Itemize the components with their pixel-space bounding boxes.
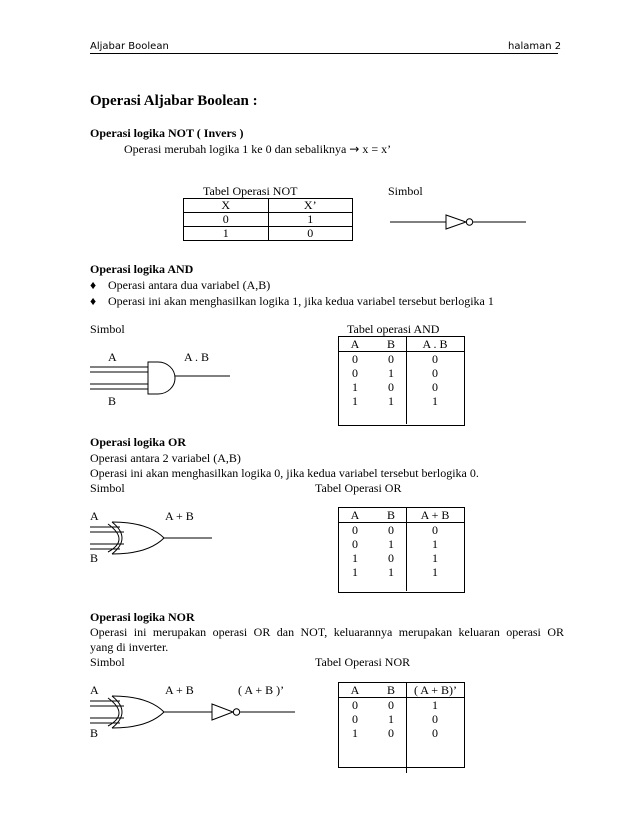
nor-table-title: Tabel Operasi NOR <box>315 655 411 669</box>
table-cell: 1 <box>388 537 394 551</box>
col-header: A + B <box>420 508 450 522</box>
table-cell: 0 <box>432 380 438 394</box>
table-row <box>184 213 353 227</box>
not-heading: Operasi logika NOT ( Invers ) <box>90 126 244 140</box>
header-left: Aljabar Boolean <box>90 41 169 52</box>
nor-symbol-label: Simbol <box>90 655 125 669</box>
col-header: B <box>386 508 395 522</box>
col-header: A . B <box>422 337 448 351</box>
nor-table-divider <box>406 682 407 773</box>
nor-output-label: ( A + B )’ <box>238 683 285 697</box>
nor-desc-line-2: yang di inverter. <box>90 640 169 654</box>
table-cell: 0 <box>432 523 438 537</box>
or-table-title: Tabel Operasi OR <box>315 481 402 495</box>
and-output-label: A . B <box>184 350 210 364</box>
or-table-divider <box>406 507 407 591</box>
table-cell: 1 <box>432 551 438 565</box>
table-cell: 1 <box>432 394 438 408</box>
or-output-label: A + B <box>165 509 194 523</box>
table-cell: 0 <box>268 227 353 241</box>
bullet-icon: ♦ <box>90 294 97 308</box>
nor-input-a-label: A <box>90 683 99 697</box>
not-formula: x = x’ <box>362 142 392 156</box>
table-cell: 1 <box>388 565 394 579</box>
not-gate-symbol <box>390 208 530 238</box>
table-cell: 0 <box>388 352 394 366</box>
table-cell: 1 <box>268 213 353 227</box>
header-rule <box>90 53 558 54</box>
table-cell: 1 <box>432 565 438 579</box>
table-cell: 0 <box>184 213 269 227</box>
table-cell: 1 <box>388 394 394 408</box>
and-table-title: Tabel operasi AND <box>347 322 440 336</box>
table-cell: 1 <box>388 712 394 726</box>
col-header: X’ <box>268 199 353 213</box>
table-cell: 0 <box>432 726 438 740</box>
table-cell: 0 <box>388 698 394 712</box>
table-header-row <box>184 199 353 213</box>
col-header: X <box>184 199 269 213</box>
col-header: A <box>350 683 360 697</box>
and-table-divider <box>406 336 407 424</box>
nor-desc-line-1: Operasi ini merupakan operasi OR dan NOT, keluarannya merupakan keluaran operasi OR <box>90 625 564 639</box>
right-arrow-icon: → <box>349 142 360 156</box>
table-cell: 0 <box>352 712 358 726</box>
or-gate-symbol <box>90 520 220 556</box>
table-cell: 0 <box>352 352 358 366</box>
or-symbol-label: Simbol <box>90 481 125 495</box>
table-cell: 1 <box>352 380 358 394</box>
col-header: A <box>350 508 360 522</box>
page-title: Operasi Aljabar Boolean : <box>90 93 258 109</box>
and-heading: Operasi logika AND <box>90 262 194 276</box>
not-desc-text: Operasi merubah logika 1 ke 0 dan sebaliknya <box>124 142 347 156</box>
table-cell: 0 <box>388 551 394 565</box>
or-line-2: Operasi ini akan menghasilkan logika 0, jika kedua variabel tersebut berlogika 0. <box>90 466 479 480</box>
or-line-1: Operasi antara 2 variabel (A,B) <box>90 451 241 465</box>
nor-mid-output-label: A + B <box>165 683 194 697</box>
not-description <box>124 142 391 156</box>
or-input-b-label: B <box>90 551 99 565</box>
header-page-number: halaman 2 <box>508 41 562 52</box>
not-symbol-label: Simbol <box>388 184 423 198</box>
or-input-a-label: A <box>90 509 99 523</box>
and-bullet-2: Operasi ini akan menghasilkan logika 1, jika kedua variabel tersebut berlogika 1 <box>108 294 494 308</box>
table-cell: 1 <box>388 366 394 380</box>
col-header: B <box>386 683 395 697</box>
table-cell: 0 <box>352 698 358 712</box>
nor-input-b-label: B <box>90 726 99 740</box>
and-input-b-label: B <box>108 394 117 408</box>
bullet-icon: ♦ <box>90 278 97 292</box>
table-cell: 0 <box>432 366 438 380</box>
table-cell: 0 <box>352 523 358 537</box>
table-cell: 0 <box>432 352 438 366</box>
table-cell: 0 <box>388 523 394 537</box>
or-heading: Operasi logika OR <box>90 435 187 449</box>
table-cell: 1 <box>432 537 438 551</box>
and-gate-symbol <box>90 360 235 396</box>
table-row <box>184 227 353 241</box>
table-cell: 1 <box>184 227 269 241</box>
not-table-title: Tabel Operasi NOT <box>203 184 298 198</box>
and-bullet-1: Operasi antara dua variabel (A,B) <box>108 278 271 292</box>
table-cell: 1 <box>432 698 438 712</box>
col-header: ( A + B)’ <box>413 683 458 697</box>
table-cell: 1 <box>352 551 358 565</box>
and-input-a-label: A <box>108 350 117 364</box>
nor-gate-symbol <box>90 694 300 730</box>
nor-heading: Operasi logika NOR <box>90 610 195 624</box>
table-cell: 0 <box>388 726 394 740</box>
table-cell: 0 <box>352 366 358 380</box>
table-cell: 1 <box>352 394 358 408</box>
table-cell: 1 <box>352 565 358 579</box>
table-cell: 1 <box>352 726 358 740</box>
not-truth-table <box>183 198 353 241</box>
table-cell: 0 <box>388 380 394 394</box>
col-header: B <box>386 337 395 351</box>
table-cell: 0 <box>432 712 438 726</box>
and-symbol-label: Simbol <box>90 322 125 336</box>
table-cell: 0 <box>352 537 358 551</box>
col-header: A <box>350 337 360 351</box>
